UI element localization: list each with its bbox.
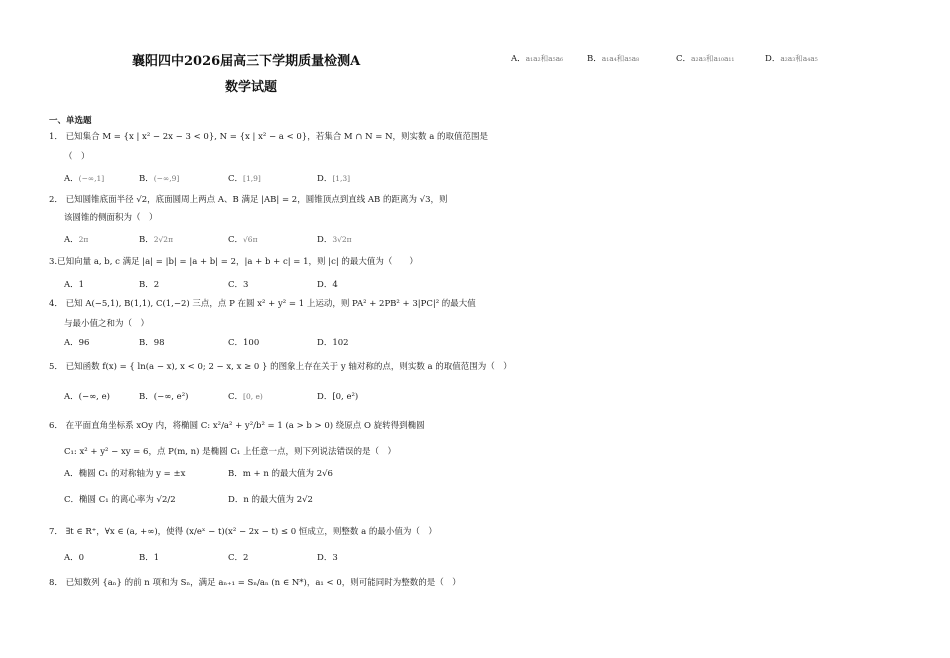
- option-label: D．: [228, 495, 244, 505]
- question-number: 5．: [49, 362, 63, 372]
- option-text: (−∞,9]: [153, 174, 180, 183]
- q3-option-c: [228, 278, 248, 290]
- option-label: B．: [587, 54, 602, 64]
- option-label: C．: [228, 392, 244, 402]
- question-text: 已知函数 f(x) = { ln(a − x), x < 0; 2 − x, x ≥ 0 } 的图象上存在关于 y 轴对称的点，则实数 a 的取值范围为（ ）: [65, 362, 512, 372]
- question-4: [49, 298, 476, 310]
- q7-option-a: [64, 551, 84, 563]
- q2-option-a: [64, 233, 88, 245]
- question-number: 1．: [49, 132, 63, 142]
- option-label: C．: [676, 54, 692, 64]
- q6-option-d: [228, 493, 313, 505]
- option-label: D．: [317, 235, 333, 245]
- question-2-line-2: 该圆锥的侧面积为（ ）: [64, 213, 158, 223]
- question-number: 2．: [49, 195, 63, 205]
- question-2: [49, 194, 448, 206]
- option-label: C．: [228, 553, 244, 563]
- question-number: 6．: [49, 421, 63, 431]
- q3-option-a: [64, 278, 84, 290]
- option-label: A．: [64, 235, 79, 245]
- option-text: 2: [243, 553, 249, 563]
- option-text: m + n 的最大值为 2√6: [242, 469, 333, 479]
- question-number: 3.: [49, 257, 58, 267]
- question-text: 已知圆锥底面半径 √2，底面圆周上两点 A、B 满足 |AB| = 2，圆锥顶点到直线 AB 的距离为 √3，则: [65, 195, 448, 205]
- option-label: D．: [317, 392, 333, 402]
- question-number: 8．: [49, 578, 63, 588]
- option-text: a₁a₄和a₅a₈: [601, 54, 640, 63]
- option-label: C．: [228, 338, 244, 348]
- q2-option-b: [139, 233, 173, 245]
- option-text: [1,3]: [332, 174, 351, 183]
- option-label: B．: [139, 553, 154, 563]
- option-text: a₂a₃和a₄a₅: [780, 54, 818, 63]
- q3-option-d: [317, 278, 338, 290]
- section-heading: 一、单选题: [49, 116, 92, 126]
- question-3: [49, 256, 418, 268]
- option-text: (−∞,1]: [78, 174, 105, 183]
- question-6-line-2: C₁: x² + y² − xy = 6，点 P(m, n) 是椭圆 C₁ 上任意一点，则下列说法错误的是（ ）: [64, 447, 396, 457]
- question-8: [49, 577, 461, 589]
- option-text: 100: [243, 338, 260, 348]
- option-label: A．: [64, 280, 79, 290]
- option-label: B．: [139, 174, 154, 184]
- q6-option-a: [64, 467, 185, 479]
- option-text: 2√2π: [153, 235, 174, 244]
- option-label: D．: [317, 280, 333, 290]
- option-text: 3√2π: [332, 235, 352, 244]
- q6-option-c: [64, 493, 176, 505]
- right-option-a: [511, 52, 563, 64]
- right-option-d: [765, 52, 818, 64]
- q3-option-b: [139, 278, 159, 290]
- option-label: A．: [64, 392, 79, 402]
- q7-option-d: [317, 551, 338, 563]
- question-7: [49, 526, 437, 538]
- q4-option-c: [228, 336, 259, 348]
- option-label: D．: [765, 54, 781, 64]
- option-label: D．: [317, 338, 333, 348]
- option-text: 1: [78, 280, 85, 290]
- q1-option-b: [139, 172, 179, 184]
- option-text: 1: [153, 553, 160, 563]
- q2-option-c: [228, 233, 258, 245]
- question-text: 已知向量 a, b, c 满足 |a| = |b| = |a + b| = 2，|a + b + c| = 1，则 |c| 的最大值为（ ）: [57, 257, 418, 267]
- q5-option-d: [317, 390, 358, 402]
- q5-option-c: [228, 390, 263, 402]
- option-text: 椭圆 C₁ 的对称轴为 y = ±x: [78, 469, 186, 479]
- option-label: A．: [64, 553, 79, 563]
- question-text: 已知 A(−5,1), B(1,1), C(1,−2) 三点，点 P 在圆 x² + y² = 1 上运动，则 PA² + 2PB² + 3|PC|² 的最大值: [65, 299, 476, 309]
- option-label: A．: [511, 54, 526, 64]
- option-label: B．: [139, 280, 154, 290]
- option-label: D．: [317, 553, 333, 563]
- option-label: B．: [139, 338, 154, 348]
- q4-option-b: [139, 336, 165, 348]
- question-text: 已知集合 M = {x | x² − 2x − 3 < 0}, N = {x | x² − a < 0}，若集合 M ∩ N = N，则实数 a 的取值范围是: [65, 132, 489, 142]
- q4-option-d: [317, 336, 349, 348]
- q1-option-a: [64, 172, 104, 184]
- option-text: 3: [332, 553, 338, 563]
- option-text: 0: [78, 553, 85, 563]
- option-label: A．: [64, 174, 79, 184]
- option-text: 98: [153, 338, 165, 348]
- option-text: 2π: [78, 235, 89, 244]
- option-text: [0, e²): [332, 392, 359, 402]
- option-label: C．: [64, 495, 80, 505]
- q6-option-b: [228, 467, 333, 479]
- option-text: 102: [332, 338, 349, 348]
- option-label: C．: [228, 280, 244, 290]
- q1-option-c: [228, 172, 261, 184]
- option-text: 2: [153, 280, 160, 290]
- right-option-b: [587, 52, 639, 64]
- right-option-c: [676, 52, 734, 64]
- option-text: a₂a₃和a₁₀a₁₁: [691, 54, 735, 63]
- option-label: A．: [64, 338, 79, 348]
- option-text: 3: [243, 280, 249, 290]
- option-label: B．: [228, 469, 243, 479]
- q4-option-a: [64, 336, 89, 348]
- question-6: [49, 420, 425, 432]
- option-text: √6π: [243, 235, 258, 244]
- question-text: 在平面直角坐标系 xOy 内，将椭圆 C: x²/a² + y²/b² = 1 (a > b > 0) 绕原点 O 旋转得到椭圆: [65, 421, 425, 431]
- question-number: 7．: [49, 527, 63, 537]
- question-number: 4．: [49, 299, 63, 309]
- option-text: 椭圆 C₁ 的离心率为 √2/2: [79, 495, 176, 505]
- q7-option-b: [139, 551, 159, 563]
- option-label: B．: [139, 235, 154, 245]
- option-label: B．: [139, 392, 154, 402]
- exam-subtitle: 数学试题: [225, 80, 278, 95]
- q5-option-a: [64, 390, 110, 402]
- question-5: [49, 361, 512, 373]
- q7-option-c: [228, 551, 248, 563]
- option-label: C．: [228, 235, 244, 245]
- option-label: D．: [317, 174, 333, 184]
- option-text: 96: [78, 338, 90, 348]
- option-text: n 的最大值为 2√2: [243, 495, 313, 505]
- question-text: 已知数列 {aₙ} 的前 n 项和为 Sₙ，满足 aₙ₊₁ = Sₙ/aₙ (n ∈ N*)，a₁ < 0，则可能同时为整数的是（ ）: [65, 578, 461, 588]
- q2-option-d: [317, 233, 352, 245]
- option-text: 4: [332, 280, 338, 290]
- option-label: C．: [228, 174, 244, 184]
- question-4-line-2: 与最小值之和为（ ）: [64, 319, 150, 329]
- q5-option-b: [139, 390, 188, 402]
- question-1-line-2: （ ）: [64, 152, 90, 162]
- exam-title: 襄阳四中2026届高三下学期质量检测A: [132, 54, 361, 69]
- option-label: A．: [64, 469, 79, 479]
- q1-option-d: [317, 172, 350, 184]
- option-text: (−∞, e): [78, 392, 110, 402]
- question-text: ∃t ∈ R⁺，∀x ∈ (a, +∞)，使得 (x/eˣ − t)(x² − 2x − t) ≤ 0 恒成立，则整数 a 的最小值为（ ）: [65, 527, 437, 537]
- option-text: (−∞, e²): [153, 392, 189, 402]
- option-text: a₁a₂和a₅a₆: [525, 54, 564, 63]
- option-text: [1,9]: [243, 174, 261, 183]
- question-1: [49, 131, 488, 143]
- option-text: [0, e): [243, 392, 263, 401]
